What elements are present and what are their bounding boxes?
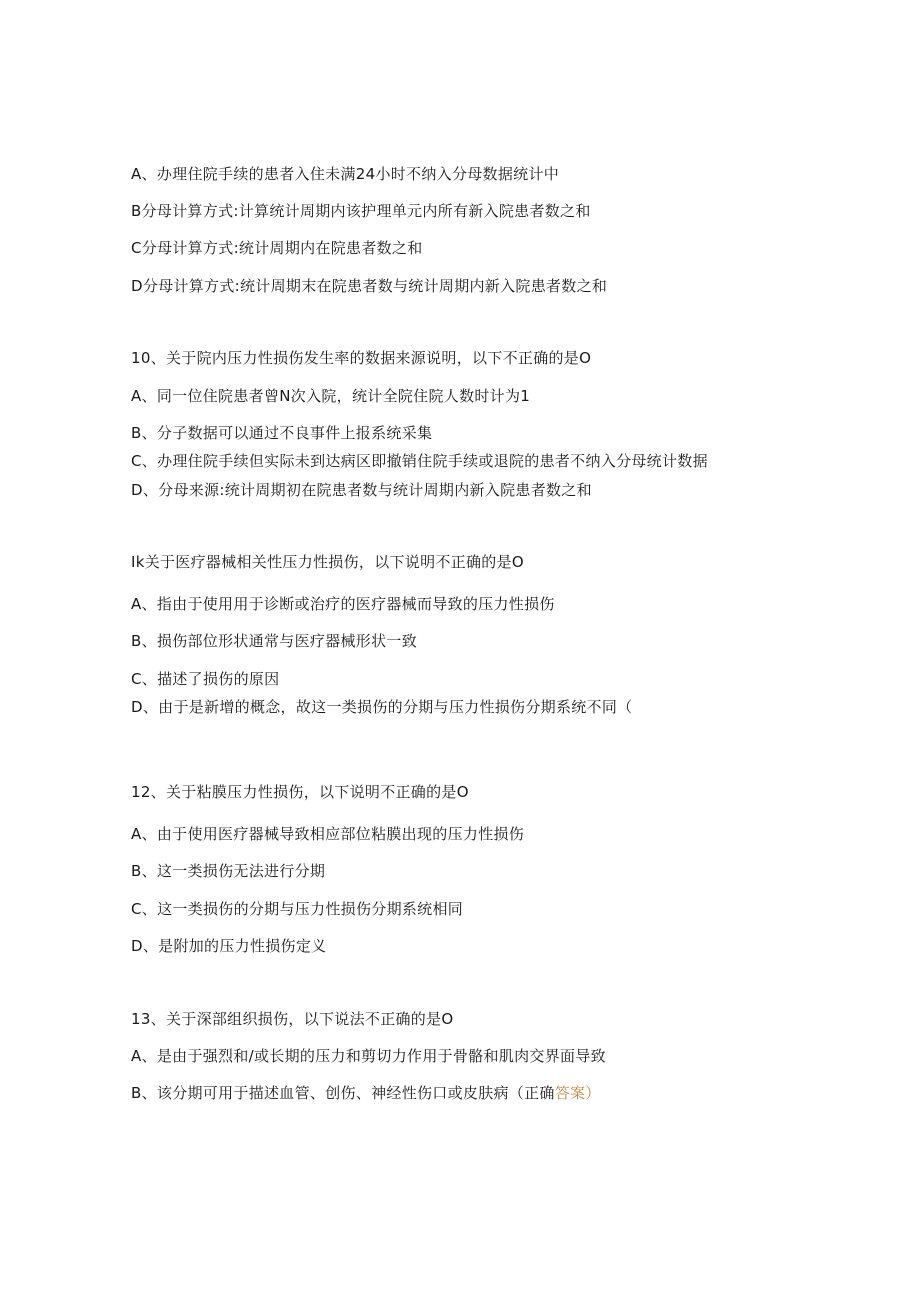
q10-option-b: B、分子数据可以通过不良事件上报系统采集 [131, 424, 433, 442]
q10-option-c: C、办理住院手续但实际未到达病区即撤销住院手续或退院的患者不纳入分母统计数据 [131, 452, 708, 470]
q11-option-c: C、描述了损伤的原因 [131, 670, 280, 688]
q9-option-a: A、办理住院手续的患者入住未满24小时不纳入分母数据统计中 [131, 165, 560, 183]
q10-stem: 10、关于院内压力性损伤发生率的数据来源说明，以下不正确的是O [131, 349, 592, 367]
q9-option-c: C分母计算方式:统计周期内在院患者数之和 [131, 239, 423, 257]
q12-option-d: D、是附加的压力性损伤定义 [131, 937, 327, 955]
q12-option-a: A、由于使用医疗器械导致相应部位粘膜出现的压力性损伤 [131, 825, 525, 843]
q13-option-b-answer: 答案） [554, 1084, 601, 1102]
q12-option-b: B、这一类损伤无法进行分期 [131, 862, 326, 880]
q13-stem: 13、关于深部组织损伤，以下说法不正确的是O [131, 1010, 454, 1028]
q12-stem: 12、关于粘膜压力性损伤，以下说明不正确的是O [131, 783, 469, 801]
q13-option-b [131, 1083, 601, 1103]
q9-option-b: B分母计算方式:计算统计周期内该护理单元内所有新入院患者数之和 [131, 202, 591, 220]
q13-option-b-text: B、该分期可用于描述血管、创伤、神经性伤口或皮肤病（正确 [131, 1084, 555, 1102]
q10-option-a: A、同一位住院患者曾N次入院，统计全院住院人数时计为1 [131, 387, 531, 405]
q11-stem: Ik关于医疗器械相关性压力性损伤，以下说明不正确的是O [131, 553, 525, 571]
q11-option-b: B、损伤部位形状通常与医疗器械形状一致 [131, 632, 417, 650]
q11-option-a: A、指由于使用用于诊断或治疗的医疗器械而导致的压力性损伤 [131, 595, 555, 613]
q12-option-c: C、这一类损伤的分期与压力性损伤分期系统相同 [131, 900, 464, 918]
q9-option-d: D分母计算方式:统计周期末在院患者数与统计周期内新入院患者数之和 [131, 277, 608, 295]
q13-option-a: A、是由于强烈和/或长期的压力和剪切力作用于骨骼和肌肉交界面导致 [131, 1047, 606, 1065]
q11-option-d: D、由于是新增的概念，故这一类损伤的分期与压力性损伤分期系统不同（ [131, 698, 633, 716]
q10-option-d: D、分母来源:统计周期初在院患者数与统计周期内新入院患者数之和 [131, 481, 592, 499]
